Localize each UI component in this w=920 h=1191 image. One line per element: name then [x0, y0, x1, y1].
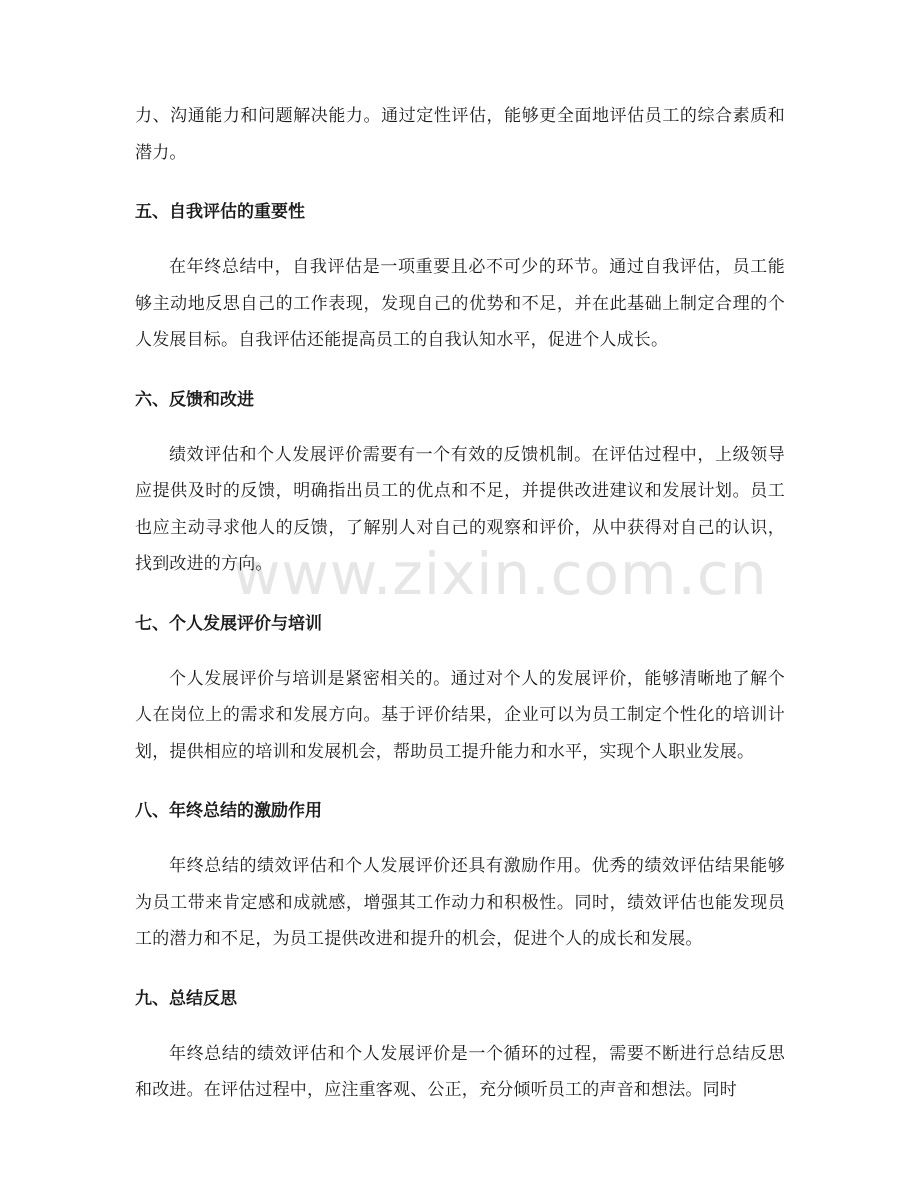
section-body-5: 在年终总结中，自我评估是一项重要且必不可少的环节。通过自我评估，员工能够主动地反思自己的工作表现，发现自己的优势和不足，并在此基础上制定合理的个人发展目标。自我评估还能提高员工的自我认知水平，促进个人成长。 — [135, 257, 785, 350]
section-body-7: 个人发展评价与培训是紧密相关的。通过对个人的发展评价，能够清晰地了解个人在岗位上的需求和发展方向。基于评价结果，企业可以为员工制定个性化的培训计划，提供相应的培训和发展机会，帮助员工提升能力和水平，实现个人职业发展。 — [135, 668, 785, 762]
section-heading-9: 九、总结反思 — [135, 988, 237, 1009]
section-body-6: 绩效评估和个人发展评价需要有一个有效的反馈机制。在评估过程中，上级领导应提供及时的反馈，明确指出员工的优点和不足，并提供改进建议和发展计划。员工也应主动寻求他人的反馈，了解别人对自己的观察和评价，从中获得对自己的认识，找到改进的方向。 — [135, 444, 785, 574]
section-heading-5: 五、自我评估的重要性 — [135, 202, 305, 222]
section-body-8: 年终总结的绩效评估和个人发展评价还具有激励作用。优秀的绩效评估结果能够为员工带来肯定感和成就感，增强其工作动力和积极性。同时，绩效评估也能发现员工的潜力和不足，为员工提供改进和提升的机会，促进个人的成长和发展。 — [135, 856, 785, 949]
document-page — [135, 98, 785, 1109]
intro-paragraph: 力、沟通能力和问题解决能力。通过定性评估，能够更全面地评估员工的综合素质和潜力。 — [135, 106, 785, 163]
section-heading-7: 七、个人发展评价与培训 — [135, 613, 322, 634]
section-heading-8: 八、年终总结的激励作用 — [135, 801, 322, 821]
section-body-9: 年终总结的绩效评估和个人发展评价是一个循环的过程，需要不断进行总结反思和改进。在评估过程中，应注重客观、公正，充分倾听员工的声音和想法。同时 — [135, 1043, 785, 1100]
section-heading-6: 六、反馈和改进 — [135, 389, 254, 410]
watermark: www.zixin.com.cn — [233, 540, 768, 608]
